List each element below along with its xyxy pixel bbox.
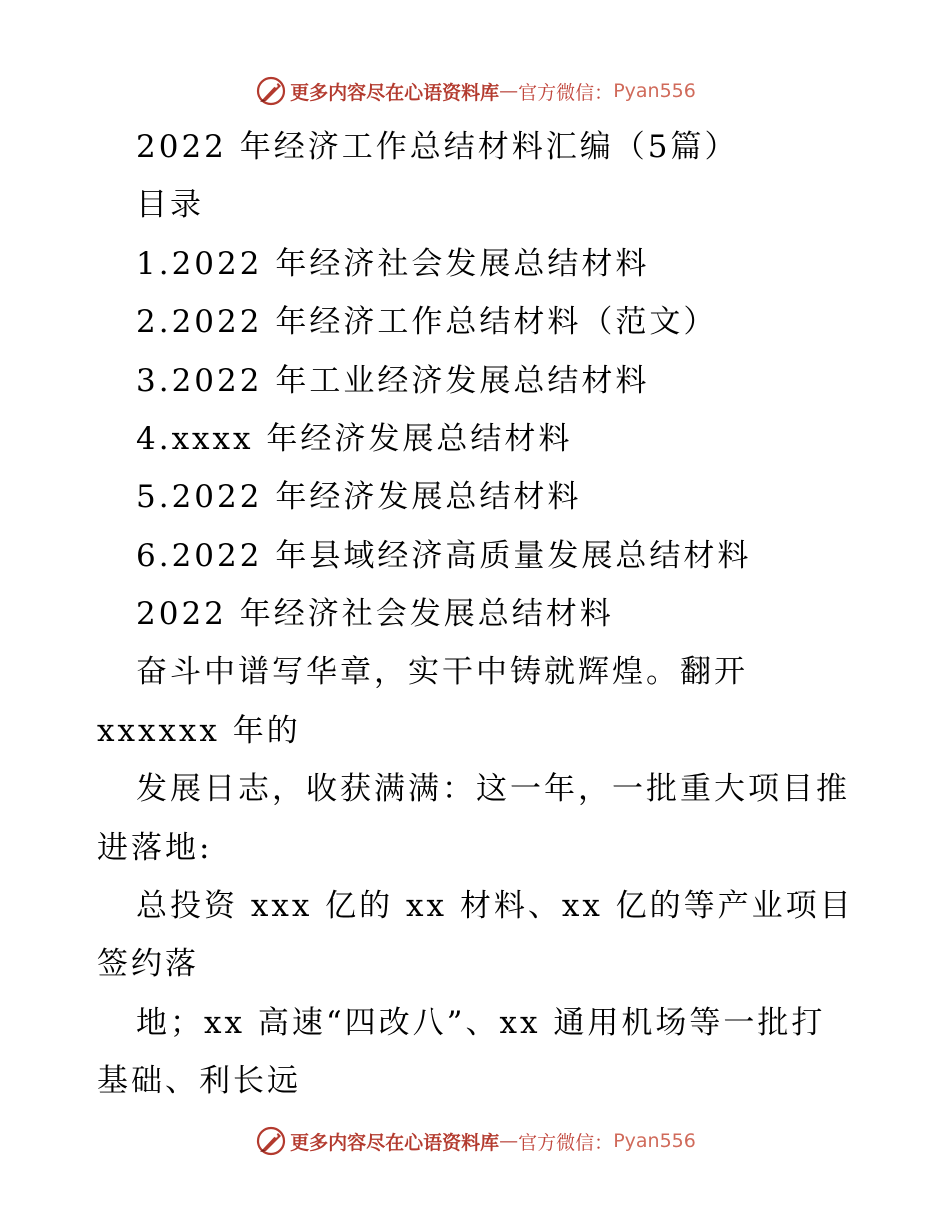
body-line-4: 进落地: [97, 830, 213, 866]
toc-item-4: 4.xxxx 年经济发展总结材料 [136, 421, 573, 457]
toc-item-1: 1.2022 年经济社会发展总结材料 [136, 246, 650, 282]
body-line-1: 奋斗中谱写华章，实干中铸就辉煌。翻开 [136, 654, 748, 690]
body-line-7: 地；xx 高速“四改八”、xx 通用机场等一批打 [136, 1005, 826, 1041]
banner-wechat-label: 官方微信： [518, 81, 614, 104]
body-line-5: 总投资 xxx 亿的 xx 材料、xx 亿的等产业项目 [136, 888, 854, 924]
banner-dash: — [499, 80, 519, 102]
toc-item-5: 5.2022 年经济发展总结材料 [136, 479, 582, 515]
body-line-2: xxxxxx 年的 [97, 713, 301, 749]
section-title: 2022 年经济社会发展总结材料 [136, 596, 614, 632]
body-line-6: 签约落 [97, 946, 199, 982]
toc-heading: 目录 [136, 187, 204, 223]
banner-dash: — [499, 1130, 519, 1152]
body-line-8: 基础、利长远 [97, 1063, 301, 1099]
pen-nib-logo-icon [254, 1124, 288, 1158]
document-title: 2022 年经济工作总结材料汇编（5篇） [136, 129, 739, 165]
footer-banner [0, 1121, 950, 1161]
banner-wechat-label: 官方微信： [518, 1131, 614, 1154]
pen-nib-logo-icon [254, 74, 288, 108]
toc-item-2: 2.2022 年经济工作总结材料（范文） [136, 304, 718, 340]
banner-main-text: 更多内容尽在心语资料库 [290, 81, 500, 104]
toc-item-3: 3.2022 年工业经济发展总结材料 [136, 363, 650, 399]
banner-wechat-id: Pyan556 [613, 80, 696, 102]
body-line-3: 发展日志，收获满满：这一年，一批重大项目推 [136, 771, 850, 807]
toc-item-6: 6.2022 年县域经济高质量发展总结材料 [136, 538, 752, 574]
banner-wechat-id: Pyan556 [613, 1130, 696, 1152]
header-banner [0, 71, 950, 111]
banner-main-text: 更多内容尽在心语资料库 [290, 1131, 500, 1154]
